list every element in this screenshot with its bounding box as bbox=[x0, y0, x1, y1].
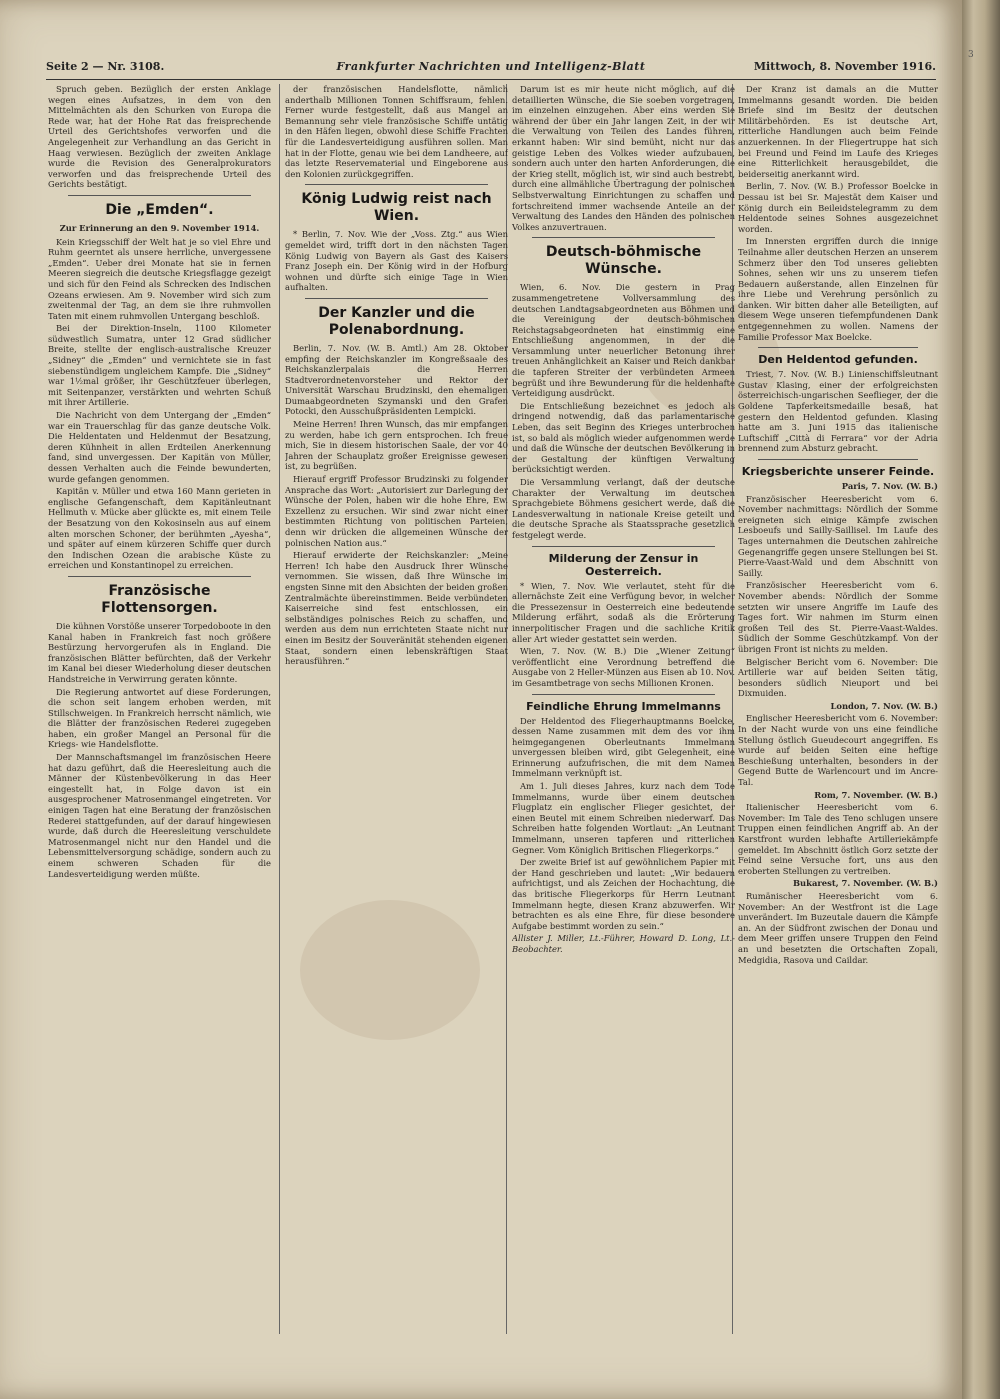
dateline: Rom, 7. November. (W. B.) bbox=[814, 789, 938, 800]
article-text: Im Innersten ergriffen durch die innige Teilnahme aller deutschen Herzen an unserem Schmerz über den Tod unseres geliebten Sohnes, sehen wir uns zu unserem tiefen Bedauern außerstande, allen Einzelnen für ihre Liebe und Verehrung persönlich zu danken. Wir bitten daher alle Beteiligten, auf diesem Wege unseren tiefempfundenen Dank entgegennehmen zu wollen. Namens der Familie Professor Max Boelcke. bbox=[738, 236, 938, 342]
article-separator bbox=[305, 184, 488, 185]
article-text: Kapitän v. Müller und etwa 160 Mann gerieten in englische Gefangenschaft, dem Kapitänleutnant Hellmuth v. Mücke aber glückte es, mit einem Teile der Besatzung von den Kokosinseln aus auf einem alten morschen Schoner, der berühmten „Ayesha“, und später auf einem kürzeren Schiffe quer durch den Indischen Ozean die arabische Küste zu erreichen und Konstantinopel zu erreichen. bbox=[48, 486, 271, 571]
article-text: Berlin, 7. Nov. (W. B. Amtl.) Am 28. Oktober empfing der Reichskanzler im Kongreßsaale des Reichskanzlerpalais die Herren Stadtverordnetenvorsteher und Rektor der Universität Warschau Brudzinski, den ehemaligen Dumaabgeordneten Szymanski und den Grafen Potocki, den Ausschußpräsidenten Lempicki. bbox=[285, 342, 508, 417]
column-2 bbox=[285, 84, 508, 1334]
article-text: Italienischer Heeresbericht vom 6. November: Im Tale des Teno schlugen unsere Truppen einen feindlichen Angriff ab. An der Karstfront wurden lebhafte Artilleriekämpfe gemeldet. Im Abschnitt östlich Gorz setzte der Feind seine Versuche fort, uns aus den eroberten Stellungen zu vertreiben. bbox=[738, 802, 938, 876]
column-1 bbox=[48, 84, 271, 1334]
article-text: der französischen Handelsflotte, nämlich anderthalb Millionen Tonnen Schiffsraum, fehlen. Ferner wurde festgestellt, daß aus Mangel an Bemannung sehr viele französische Schiffe untätig in den Häfen liegen, obwohl diese Schiffe Frachten für die Landesverteidigung ausführen sollen. Man hat in der Flotte, genau wie bei dem Landheere, auf das letzte Reservematerial und Eingeborene aus den Kolonien zurückgegriffen. bbox=[285, 84, 508, 179]
edge-page-mark: 3 bbox=[968, 50, 974, 60]
page-header bbox=[46, 60, 936, 80]
headline-heldentod: Den Heldentod gefunden. bbox=[758, 353, 918, 367]
article-text: Darum ist es mir heute nicht möglich, auf die detaillierten Wünsche, die Sie soeben vorgetragen, im einzelnen einzugehen. Aber eins werden Sie während der über ein Jahr langen Zeit, in der wir die Verwaltung von Teilen des Landes führen, erkannt haben: Wir sind bemüht, nicht nur das geistige Leben des Volkes wieder aufzubauen, sondern auch unter den harten Anforderungen, die der Krieg stellt, möglich ist, wir sind auch bestrebt, durch eine allmähliche Übertragung der polnischen Selbstverwaltung Einrichtungen zu schaffen und fortschreitend immer wachsende Anteile an der Verwaltung des Landes den Händen des polnischen Volkes anzuvertrauen. bbox=[512, 84, 735, 232]
article-text: * Wien, 7. Nov. Wie verlautet, steht für die allernächste Zeit eine Verfügung bevor, in welcher die Pressezensur in Oesterreich eine bedeutende Milderung erfährt, sodaß als die Erörterung innerpolitischer Fragen und die sachliche Kritik aller Art wieder gestattet sein werden. bbox=[512, 580, 735, 644]
article-text: Die Versammlung verlangt, daß der deutsche Charakter der Verwaltung im deutschen Sprachgebiete Böhmens gesichert werde, daß die Landesverwaltung in nationale Kreise geteilt und die deutsche Sprache als Staatssprache gesetzlich festgelegt werde. bbox=[512, 477, 735, 540]
article-text: Meine Herren! Ihren Wunsch, das mir empfangen zu werden, habe ich gern entsprochen. Ich freue mich, Sie in diesem historischen Saale, der vor 40 Jahren der Schauplatz großer Ereignisse gewesen ist, zu begrüßen. bbox=[285, 419, 508, 472]
article-text: Rumänischer Heeresbericht vom 6. November: An der Westfront ist die Lage unverändert. Im Buzeutale dauern die Kämpfe an. An der Südfront zwischen der Donau und dem Meer griffen unsere Truppen den Feind an und besetzten die Ortschaften Zopali, Medgidia, Rasova und Caildar. bbox=[738, 890, 938, 965]
article-signature: Allister J. Miller, Lt.-Führer, Howard D. Long, Lt.-Beobachter. bbox=[512, 933, 735, 954]
article-text: Französischer Heeresbericht vom 6. November nachmittags: Nördlich der Somme ereigneten sich einige Kämpfe zwischen Lesboeufs und Sailly-Saillisel. Im Laufe des Tages unternahmen die Deutschen zahlreiche Gegenangriffe gegen unsere Stellungen bei St. Pierre-Vaast-Wald und dem Abschnitt von Sailly. bbox=[738, 493, 938, 578]
article-text: Bei der Direktion-Inseln, 1100 Kilometer südwestlich Sumatra, unter 12 Grad südlicher Breite, stellte der englisch-australische Kreuzer „Sidney“ die „Emden“ und vernichtete sie in fast siebenstündigem ungleichem Kampfe. Die „Sidney“ war 1½mal größer, ihr Geschützfeuer überlegen, mit Seitenpanzer, verstärkten und wehrten Schuß mit ihrer Artillerie. bbox=[48, 323, 271, 408]
header-rule bbox=[46, 79, 936, 80]
subheadline: Zur Erinnerung an den 9. November 1914. bbox=[59, 222, 260, 233]
article-separator bbox=[532, 694, 715, 695]
headline-deutsch-boehmisch: Deutsch-böhmische Wünsche. bbox=[545, 244, 702, 278]
article-text: Spruch geben. Bezüglich der ersten Anklage wegen eines Aufsatzes, in dem von den Mittelmächten als den Schurken von Europa die Rede war, hat der Hohe Rat das freisprechende Urteil des Gerichtshofes verworfen und die Angelegenheit zur Verhandlung an das Gericht in Haag verwiesen. Bezüglich der zweiten Anklage wurde die Revision des Generalprokurators verworfen und das freisprechende Urteil des Gerichts bestätigt. bbox=[48, 84, 271, 190]
column-divider bbox=[279, 84, 280, 1334]
headline-kriegsberichte: Kriegsberichte unserer Feinde. bbox=[741, 465, 935, 478]
article-separator bbox=[68, 195, 251, 196]
next-page-edge bbox=[962, 0, 1000, 1399]
article-text: Der Mannschaftsmangel im französischen Heere hat dazu geführt, daß die Heeresleitung auch die Männer der Küstenbevölkerung in das Heer eingestellt hat, in Folge davon ist ein ausgesprochener Matrosenmangel eingetreten. Vor einigen Tagen hat eine Beratung der französischen Rederei stattgefunden, auf der darauf hingewiesen wurde, daß durch die Heeresleitung verschuldete Matrosenmangel nicht nur den Handel und die Lebensmittelversorgung schädige, sondern auch zu einem schweren Schaden für die Landesverteidigung werden müßte. bbox=[48, 752, 271, 879]
headline-immelmann: Feindliche Ehrung Immelmanns bbox=[526, 699, 721, 713]
article-text: Die Regierung antwortet auf diese Forderungen, die schon seit langem erhoben werden, mit Stillschweigen. In Frankreich herrscht nämlich, wie die Blätter der französischen Rederei zugegeben haben, ein großer Mangel an Personal für die Kriegs- wie Handelsflotte. bbox=[48, 686, 271, 750]
headline-koenig-ludwig: König Ludwig reist nach Wien. bbox=[301, 191, 492, 225]
issue-date: Mittwoch, 8. November 1916. bbox=[753, 60, 936, 73]
column-3 bbox=[512, 84, 735, 1334]
dateline: London, 7. Nov. (W. B.) bbox=[830, 700, 938, 711]
article-text: Die Nachricht von dem Untergang der „Emden“ war ein Trauerschlag für das ganze deutsche Volk. Die Heldentaten und Heldenmut der Besatzung, deren Kühnheit in allen Erdteilen Anerkennung fand, sind unvergessen. Der Kapitän von Müller, dessen Verhalten auch die Feinde bewunderten, wurde gefangen genommen. bbox=[48, 410, 271, 484]
newspaper-title: Frankfurter Nachrichten und Intelligenz-Blatt bbox=[336, 60, 646, 73]
article-text: Wien, 6. Nov. Die gestern in Prag zusammengetretene Vollversammlung des deutschen Landtagsabgeordneten aus Böhmen und die Vereinigung der deutsch-böhmischen Reichstagsabgeordneten hat einstimmig eine Entschließung angenommen, in der die Versammlung unter neuerlicher Betonung ihrer treuen Anhänglichkeit an Kaiser und Reich dankbar die tapferen Streiter der verbündeten Armeen begrüßt und ihre Bewunderung für die heldenhafte Verteidigung ausdrückt. bbox=[512, 282, 735, 399]
headline-flottensorgen: Französische Flottensorgen. bbox=[101, 582, 218, 616]
article-text: * Berlin, 7. Nov. Wie der „Voss. Ztg.“ aus Wien gemeldet wird, trifft dort in den nächsten Tagen König Ludwig von Bayern als Gast des Kaisers Franz Joseph ein. Der König wird in der Hofburg wohnen und dürfte sich einige Tage in Wien aufhalten. bbox=[285, 229, 508, 293]
headline-zensur: Milderung der Zensur in Oesterreich. bbox=[548, 551, 699, 578]
article-text: Hierauf erwiderte der Reichskanzler: „Meine Herren! Ich habe den Ausdruck Ihrer Wünsche vernommen. Sie wissen, daß Ihre Wünsche im engsten Sinne mit den Absichten der beiden großen Zentralmächte übereinstimmen. Beide verbündeten Kaiserreiche sind fest entschlossen, ein selbständiges polnisches Reich zu schaffen, und werden aus dem nun errichteten Staate nicht nur einen im Besitz der Souveränität stehenden eigenen Staat, sondern einen lebenskräftigen Staat herausführen.“ bbox=[285, 550, 508, 667]
headline-emden: Die „Emden“. bbox=[105, 201, 214, 218]
column-4 bbox=[738, 84, 938, 1334]
article-text: Die kühnen Vorstöße unserer Torpedoboote in den Kanal haben in Frankreich fast noch größere Bestürzung hervorgerufen als in England. Die französischen Blätter befürchten, daß der Verkehr im Kanal bei dieser Wiederholung dieser deutschen Handstreiche in Verwirrung geraten könnte. bbox=[48, 620, 271, 684]
article-text: Kein Kriegsschiff der Welt hat je so viel Ehre und Ruhm geerntet als unsere herrliche, unvergessene „Emden“. Ueber drei Monate hat sie in fernen Meeren siegreich die deutsche Kriegsflagge gezeigt und sich für den Feind als Schrecken des Indischen Ozeans erwiesen. Am 9. November wird sich zum zweitenmal der Tag, an dem sie ihre ruhmvollen Taten mit einem ruhmvollen Untergang beschloß. bbox=[48, 236, 271, 321]
article-separator bbox=[758, 459, 918, 460]
article-text: Berlin, 7. Nov. (W. B.) Professor Boelcke in Dessau ist bei Sr. Majestät dem Kaiser und König durch ein Beileidstelegramm zu dem Heldentode seines Sohnes ausgezeichnet worden. bbox=[738, 181, 938, 234]
article-text: Belgischer Bericht vom 6. November: Die Artillerie war auf beiden Seiten tätig, besonders südlich Nieuport und bei Dixmuiden. bbox=[738, 656, 938, 699]
article-separator bbox=[305, 298, 488, 299]
article-text: Wien, 7. Nov. (W. B.) Die „Wiener Zeitung“ veröffentlicht eine Verordnung betreffend die Ausgabe von 2 Heller-Münzen aus Eisen ab 10. Nov. im Gesamtbetrage von sechs Millionen Kronen. bbox=[512, 646, 735, 688]
article-separator bbox=[758, 347, 918, 348]
article-text: Französischer Heeresbericht vom 6. November abends: Nördlich der Somme setzten wir unsere Angriffe im Laufe des Tages fort. Wir nahmen im Sturm einen großen Teil des St. Pierre-Vaast-Waldes. Südlich der Somme Geschützkampf. Von der übrigen Front ist nichts zu melden. bbox=[738, 580, 938, 654]
article-separator bbox=[532, 237, 715, 238]
article-text: Triest, 7. Nov. (W. B.) Linienschiffsleutnant Gustav Klasing, einer der erfolgreichsten österreichisch-ungarischen Seeflieger, der die Goldene Tapferkeitsmedaille besaß, hat gestern den Heldentod gefunden. Klasing hatte am 3. Juni 1915 das italienische Luftschiff „Città di Ferrara“ vor der Adria brennend zum Absturz gebracht. bbox=[738, 369, 938, 454]
dateline: Paris, 7. Nov. (W. B.) bbox=[841, 481, 938, 491]
article-text: Englischer Heeresbericht vom 6. November: In der Nacht wurde von uns eine feindliche Stellung östlich Gueudecourt angegriffen. Es wurde auf beiden Seiten eine heftige Beschießung unterhalten, besonders in der Gegend Butte de Warlencourt und im Ancre-Tal. bbox=[738, 713, 938, 788]
page-number: Seite 2 — Nr. 3108. bbox=[46, 60, 165, 73]
article-text: Der zweite Brief ist auf gewöhnlichem Papier mit der Hand geschrieben und lautet: „Wir bedauern aufrichtigst, und als Zeichen der Hochachtung, die das britische Fliegerkorps für Herrn Leutnant Immelmann hegte, diesen Kranz abzuwerfen. Wir betrachten es als eine Ehre, für diese besondere Aufgabe bestimmt worden zu sein.“ bbox=[512, 857, 735, 931]
dateline: Bukarest, 7. November. (W. B.) bbox=[792, 878, 938, 889]
article-text: Am 1. Juli dieses Jahres, kurz nach dem Tode Immelmanns, wurde über einem deutschen Flugplatz ein englischer Flieger gesichtet, der einen Beutel mit einem Schreiben niederwarf. Das Schreiben hatte folgenden Wortlaut: „An Leutnant Immelmann, unseren tapferen und ritterlichen Gegner. Vom Königlich Britischen Fliegerkorps.“ bbox=[512, 781, 735, 855]
article-separator bbox=[532, 546, 715, 547]
headline-kanzler-polen: Der Kanzler und die Polenabordnung. bbox=[318, 304, 475, 338]
article-text: Hierauf ergriff Professor Brudzinski zu folgender Ansprache das Wort: „Autorisiert zur Darlegung der Wünsche der Polen, haben wir die hohe Ehre, Ew. Exzellenz zu ersuchen. Wir sind zwar nicht einer bestimmten Richtung von politischen Parteien, denn wir drücken die allgemeinen Wünsche der polnischen Nation aus.“ bbox=[285, 474, 508, 548]
article-text: Der Heldentod des Fliegerhauptmanns Boelcke, dessen Name zusammen mit dem des vor ihm heimgegangenen Oberleutnants Immelmann unvergessen bleiben wird, gibt Gelegenheit, eine Erinnerung aufzufrischen, die mit dem Namen Immelmann verknüpft ist. bbox=[512, 715, 735, 779]
article-text: Der Kranz ist damals an die Mutter Immelmanns gesandt worden. Die beiden Briefe sind im Besitz der deutschen Militärbehörden. Es ist deutsche Art, ritterliche Handlungen auch beim Feinde anzuerkennen. In der Fliegertruppe hat sich bei Freund und Feind im Laufe des Krieges eine Ritterlichkeit herausgebildet, die beiderseitig anerkannt wird. bbox=[738, 84, 938, 179]
article-text: Die Entschließung bezeichnet es jedoch als dringend notwendig, daß das parlamentarische Leben, das seit Beginn des Krieges unterbrochen ist, so bald als möglich wieder aufgenommen werde und daß die Wünsche der deutschen Bevölkerung in der Gestaltung der künftigen Verwaltung berücksichtigt werden. bbox=[512, 400, 735, 475]
article-separator bbox=[68, 576, 251, 577]
